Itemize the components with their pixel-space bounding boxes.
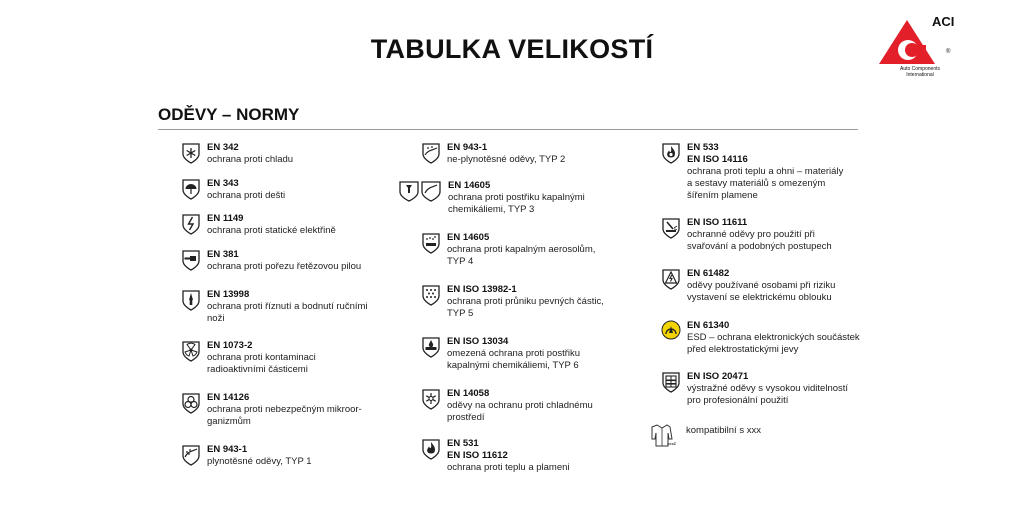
jacket-icon (644, 424, 680, 450)
section-divider (158, 129, 858, 130)
norm-description: oděvy na ochranu proti chladnému (447, 400, 593, 411)
norm-description: ochrana proti pořezu řetězovou pilou (207, 261, 362, 272)
norm-description: ochrana proti nebezpečným mikroor- (207, 404, 362, 415)
norm-description: svařování a podobných postupech (687, 241, 832, 252)
logo-subtitle (880, 66, 960, 78)
norm-entry (661, 142, 843, 202)
heat-flame-shield-icon (661, 142, 681, 164)
norm-description: ochranné oděvy pro použití při (687, 229, 815, 240)
norm-description: šířením plamene (687, 190, 758, 201)
norm-entry (181, 213, 336, 237)
norm-entry (661, 268, 835, 304)
norm-code: EN 13998 (207, 289, 250, 300)
norm-code: EN ISO 13982-1 (447, 284, 517, 295)
norm-code: EN 14126 (207, 392, 250, 403)
norm-description: před elektrostatickými jevy (687, 344, 799, 355)
flame-shield-icon (421, 438, 441, 460)
norm-code: EN ISO 20471 (687, 371, 749, 382)
solid-particles-shield-icon (421, 284, 441, 306)
section-title: ODĚVY – NORMY (158, 105, 300, 124)
norm-code: EN ISO 11612 (447, 450, 508, 461)
norm-description: a sestavy materiálů s omezeným (687, 178, 826, 189)
chainsaw-shield-icon (181, 249, 201, 271)
norm-entry (421, 232, 595, 268)
page-title: TABULKA VELIKOSTÍ (370, 34, 654, 64)
norm-code: EN 14605 (448, 180, 491, 191)
norm-code: EN 943-1 (207, 444, 248, 455)
esd-icon (661, 320, 681, 342)
norm-description: ochrana proti chladu (207, 154, 294, 165)
high-visibility-shield-icon (661, 371, 681, 393)
lightning-shield-icon (181, 213, 201, 235)
radiation-shield-icon (181, 340, 201, 362)
norm-description: chemikáliemi, TYP 3 (448, 204, 535, 215)
norm-entry (181, 289, 368, 325)
norm-description: plynotěsné oděvy, TYP 1 (207, 456, 312, 467)
norm-description: ochrana proti statické elektřině (207, 225, 336, 236)
norm-entry (181, 340, 316, 376)
norm-description: oděvy používané osobami při riziku (687, 280, 836, 291)
norm-code: EN 61482 (687, 268, 730, 279)
norm-entry (181, 249, 361, 273)
norm-code: EN 381 (207, 249, 239, 260)
norm-code: EN 943-1 (447, 142, 488, 153)
norm-description: ochrana proti teplu a plameni (447, 462, 570, 473)
norm-entry (181, 142, 293, 166)
norm-description: ochrana proti průniku pevných částic, (447, 296, 604, 307)
norm-description: ochrana proti dešti (207, 190, 286, 201)
norm-entry (644, 424, 761, 450)
norm-entry (421, 388, 593, 424)
norm-description: pro profesionální použití (687, 395, 789, 406)
knife-shield-icon (181, 289, 201, 311)
cold-environment-shield-icon (421, 388, 441, 410)
norm-code: EN 1073-2 (207, 340, 253, 351)
norm-description: ochrana proti kapalným aerosolům, (447, 244, 596, 255)
norm-entry (421, 142, 565, 166)
gas-tight-shield-icon (181, 444, 201, 466)
norm-entry (661, 320, 860, 356)
norm-description: ochrana proti postřiku kapalnými (448, 192, 585, 203)
norm-description: noži (207, 313, 225, 324)
electric-arc-shield-icon (661, 268, 681, 290)
biohazard-shield-icon (181, 392, 201, 414)
norm-description: kompatibilní s xxx (686, 425, 761, 436)
norm-entry (421, 438, 570, 474)
norm-entry (181, 178, 285, 202)
norm-description: ganizmům (207, 416, 251, 427)
logo-subtitle-line2: International (906, 72, 934, 78)
norm-description: ESD – ochrana elektronických součástek (687, 332, 860, 343)
norm-entry (421, 336, 580, 372)
norm-code: EN ISO 11611 (687, 217, 748, 228)
norm-description: výstražné oděvy s vysokou viditelností (687, 383, 849, 394)
jacket-icon-label: xxxZ (667, 441, 677, 446)
norm-code: EN 342 (207, 142, 239, 153)
chemical-aerosol-shield-icon (421, 232, 441, 254)
norm-code: EN ISO 14116 (687, 154, 748, 165)
logo-subtitle-line1: Auto Components (899, 66, 941, 72)
umbrella-shield-icon (181, 178, 201, 200)
limited-splash-shield-icon (421, 336, 441, 358)
chemical-splash-shield-icon (398, 180, 442, 202)
norm-code: EN 533 (687, 142, 719, 153)
norm-description: kapalnými chemikáliemi, TYP 6 (447, 360, 579, 371)
logo-registered-mark: ® (946, 49, 951, 55)
norm-code: EN 531 (447, 438, 479, 449)
welding-shield-icon (661, 217, 681, 239)
norm-description: ochrana proti říznutí a bodnutí ručními (207, 301, 368, 312)
norm-entry (661, 371, 848, 407)
norm-description: omezená ochrana proti postřiku (447, 348, 581, 359)
norm-code: EN 1149 (207, 213, 244, 224)
norm-code: EN ISO 13034 (447, 336, 509, 347)
norm-description: ochrana proti teplu a ohni – materiály (687, 166, 844, 177)
norm-description: prostředí (447, 412, 485, 423)
norm-code: EN 14058 (447, 388, 490, 399)
norm-entry (398, 180, 585, 216)
norm-code: EN 61340 (687, 320, 730, 331)
norm-entry (181, 444, 312, 468)
norm-code: EN 14605 (447, 232, 490, 243)
norm-code: EN 343 (207, 178, 239, 189)
norm-description: ochrana proti kontaminaci (207, 352, 316, 363)
snowflake-shield-icon (181, 142, 201, 164)
norm-entry (181, 392, 362, 428)
norm-entry (421, 284, 604, 320)
logo-wordmark: ACI (932, 14, 955, 29)
norm-description: vystavení se elektrickému oblouku (687, 292, 832, 303)
norm-description: radioaktivními částicemi (207, 364, 308, 375)
norm-entry (661, 217, 832, 253)
norm-description: TYP 4 (447, 256, 474, 267)
norm-description: TYP 5 (447, 308, 474, 319)
norm-description: ne-plynotěsné oděvy, TYP 2 (447, 154, 566, 165)
non-gas-tight-shield-icon (421, 142, 441, 164)
